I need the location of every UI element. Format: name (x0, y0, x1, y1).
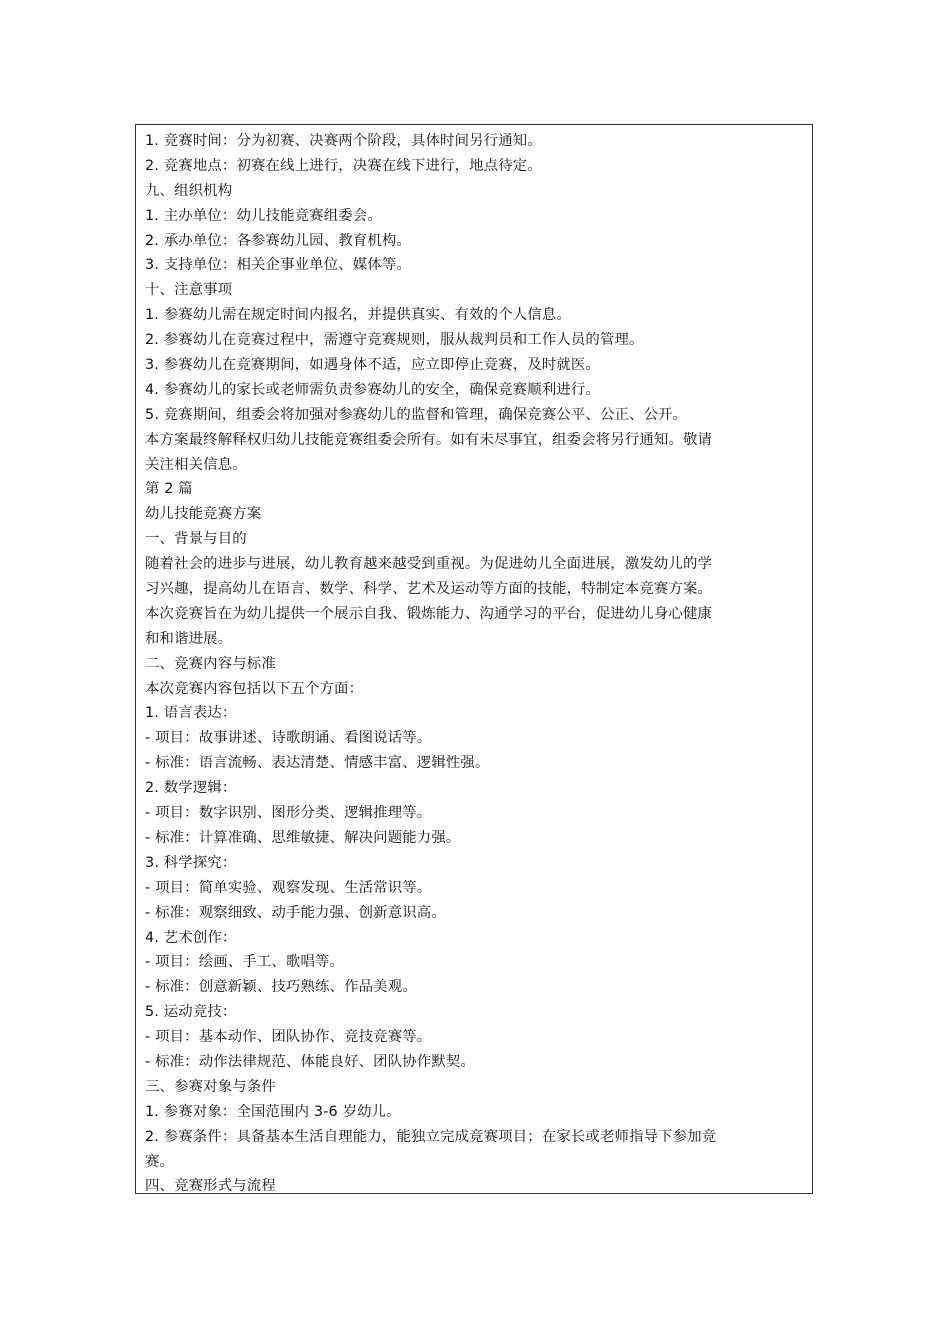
list-subitem: - 标准：计算准确、思维敏捷、解决问题能力强。 (145, 829, 461, 846)
list-subitem: - 项目：简单实验、观察发现、生活常识等。 (145, 879, 432, 896)
text-line: 1. 竞赛时间：分为初赛、决赛两个阶段，具体时间另行通知。 (145, 133, 542, 149)
list-subitem: - 标准：观察细致、动手能力强、创新意识高。 (145, 904, 446, 921)
document-title: 幼儿技能竞赛方案 (145, 506, 262, 523)
section-heading: 九、组织机构 (145, 182, 233, 199)
text-line: 1. 参赛对象：全国范围内 3-6 岁幼儿。 (145, 1103, 401, 1120)
text-line: 2. 参赛条件：具备基本生活自理能力，能独立完成竞赛项目；在家长或老师指导下参加竞 (145, 1128, 717, 1145)
list-item-heading: 1. 语言表达： (145, 705, 237, 722)
section-heading: 十、注意事项 (145, 282, 233, 299)
section-heading: 一、背景与目的 (145, 531, 247, 548)
text-line: 关注相关信息。 (145, 456, 247, 473)
list-item-heading: 5. 运动竞技： (145, 1004, 237, 1021)
text-line: 1. 主办单位：幼儿技能竞赛组委会。 (145, 207, 382, 224)
section-heading: 四、竞赛形式与流程 (145, 1178, 276, 1194)
list-item-heading: 3. 科学探究： (145, 854, 237, 871)
text-line: 2. 竞赛地点：初赛在线上进行，决赛在线下进行，地点待定。 (145, 157, 542, 174)
text-line: 4. 参赛幼儿的家长或老师需负责参赛幼儿的安全，确保竞赛顺利进行。 (145, 381, 600, 398)
text-line: 1. 参赛幼儿需在规定时间内报名，并提供真实、有效的个人信息。 (145, 307, 571, 324)
list-subitem: - 标准：创意新颖、技巧熟练、作品美观。 (145, 979, 417, 996)
text-line: 3. 参赛幼儿在竞赛期间，如遇身体不适，应立即停止竞赛，及时就医。 (145, 357, 600, 374)
text-line: 本次竞赛内容包括以下五个方面： (145, 680, 364, 697)
text-line: 赛。 (145, 1153, 175, 1170)
list-subitem: - 项目：绘画、手工、歌唱等。 (145, 954, 345, 971)
part-label: 第 2 篇 (145, 481, 193, 498)
list-item-heading: 2. 数学逻辑： (145, 780, 237, 797)
text-line: 2. 参赛幼儿在竞赛过程中，需遵守竞赛规则，服从裁判员和工作人员的管理。 (145, 332, 644, 349)
list-subitem: - 标准：语言流畅、表达清楚、情感丰富、逻辑性强。 (145, 755, 490, 772)
list-subitem: - 项目：基本动作、团队协作、竞技竞赛等。 (145, 1029, 432, 1046)
text-line: 和和谐进展。 (145, 630, 233, 647)
text-line: 随着社会的进步与进展，幼儿教育越来越受到重视。为促进幼儿全面进展，激发幼儿的学 (145, 556, 713, 573)
list-subitem: - 项目：数字识别、图形分类、逻辑推理等。 (145, 805, 432, 822)
text-line: 3. 支持单位：相关企事业单位、媒体等。 (145, 257, 411, 274)
list-item-heading: 4. 艺术创作： (145, 929, 237, 946)
text-line: 习兴趣，提高幼儿在语言、数学、科学、艺术及运动等方面的技能，特制定本竞赛方案。 (145, 581, 713, 598)
text-line: 本方案最终解释权归幼儿技能竞赛组委会所有。如有未尽事宜，组委会将另行通知。敬请 (145, 431, 713, 448)
text-line: 5. 竞赛期间，组委会将加强对参赛幼儿的监督和管理，确保竞赛公平、公正、公开。 (145, 406, 688, 423)
document-frame (135, 124, 813, 1194)
text-line: 本次竞赛旨在为幼儿提供一个展示自我、锻炼能力、沟通学习的平台，促进幼儿身心健康 (145, 605, 713, 622)
list-subitem: - 标准：动作法律规范、体能良好、团队协作默契。 (145, 1053, 475, 1070)
list-subitem: - 项目：故事讲述、诗歌朗诵、看图说话等。 (145, 730, 432, 747)
section-heading: 三、参赛对象与条件 (145, 1078, 276, 1095)
text-line: 2. 承办单位：各参赛幼儿园、教育机构。 (145, 232, 411, 249)
section-heading: 二、竞赛内容与标准 (145, 655, 276, 672)
